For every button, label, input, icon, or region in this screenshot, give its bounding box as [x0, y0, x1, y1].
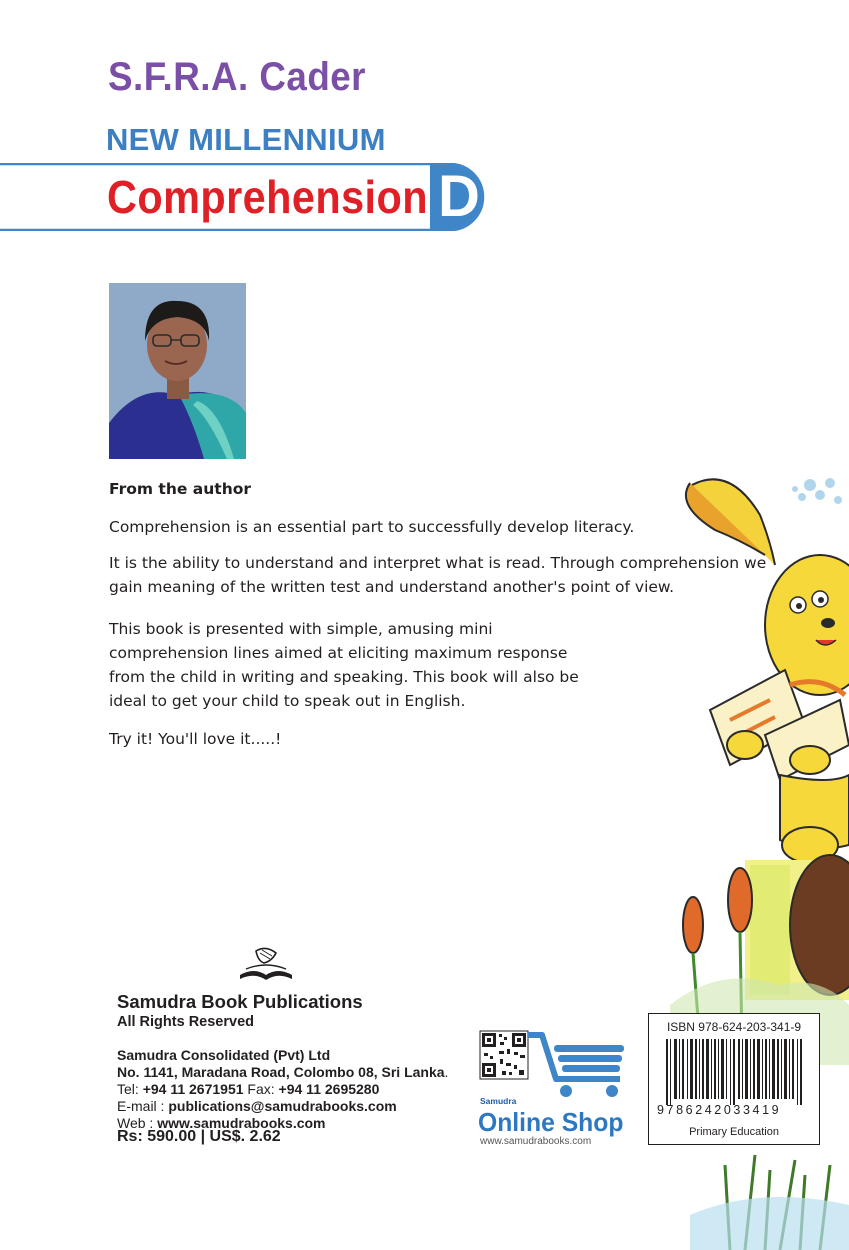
- barcode-digits: 9786242033419: [657, 1103, 782, 1117]
- book-category: Primary Education: [689, 1126, 779, 1138]
- web-line: Web : www.samudrabooks.com: [117, 1115, 326, 1131]
- shop-brand: Samudra: [480, 1096, 517, 1106]
- blurb-paragraph: This book is presented with simple, amusing mini comprehension lines aimed at eliciting maximum response from the child in writing and speaking. This book will also be ideal to get your child to speak out in English.: [109, 620, 579, 710]
- company-name: Samudra Consolidated (Pvt) Ltd: [117, 1047, 331, 1063]
- blurb-paragraph: Try it! You'll love it.....!: [109, 730, 282, 748]
- book-level-badge: D: [438, 164, 480, 229]
- publisher-logo: [236, 945, 296, 985]
- blurb-paragraph: Comprehension is an essential part to successfully develop literacy.: [109, 518, 635, 536]
- author-photo: [109, 283, 246, 459]
- contact-block: [117, 1047, 448, 1132]
- blurb-heading: From the author: [109, 480, 252, 498]
- rights-notice: All Rights Reserved: [117, 1014, 254, 1030]
- web-link[interactable]: www.samudrabooks.com: [157, 1115, 326, 1131]
- shop-url[interactable]: www.samudrabooks.com: [480, 1136, 592, 1147]
- barcode-bars: [666, 1039, 806, 1105]
- author-name: S.F.R.A. Cader: [108, 55, 366, 99]
- company-address: No. 1141, Maradana Road, Colombo 08, Sri Lanka.: [117, 1064, 449, 1080]
- barcode-box: [648, 1013, 820, 1145]
- shop-name: Online Shop: [478, 1107, 624, 1137]
- email-line: E-mail : publications@samudrabooks.com: [117, 1098, 397, 1114]
- price: Rs: 590.00 | US$. 2.62: [117, 1128, 281, 1145]
- isbn-text: ISBN 978-624-203-341-9: [666, 1020, 802, 1034]
- book-title: Comprehension: [107, 171, 428, 223]
- email-link[interactable]: publications@samudrabooks.com: [168, 1098, 397, 1114]
- phone-line: Tel: +94 11 2671951 Fax: +94 11 2695280: [117, 1081, 380, 1097]
- blurb-paragraph: It is the ability to understand and interpret what is read. Through comprehension we gain meaning of the written test and understand another's point of view.: [109, 554, 767, 596]
- publisher-name: Samudra Book Publications: [117, 991, 363, 1012]
- series-name: NEW MILLENNIUM: [106, 122, 386, 157]
